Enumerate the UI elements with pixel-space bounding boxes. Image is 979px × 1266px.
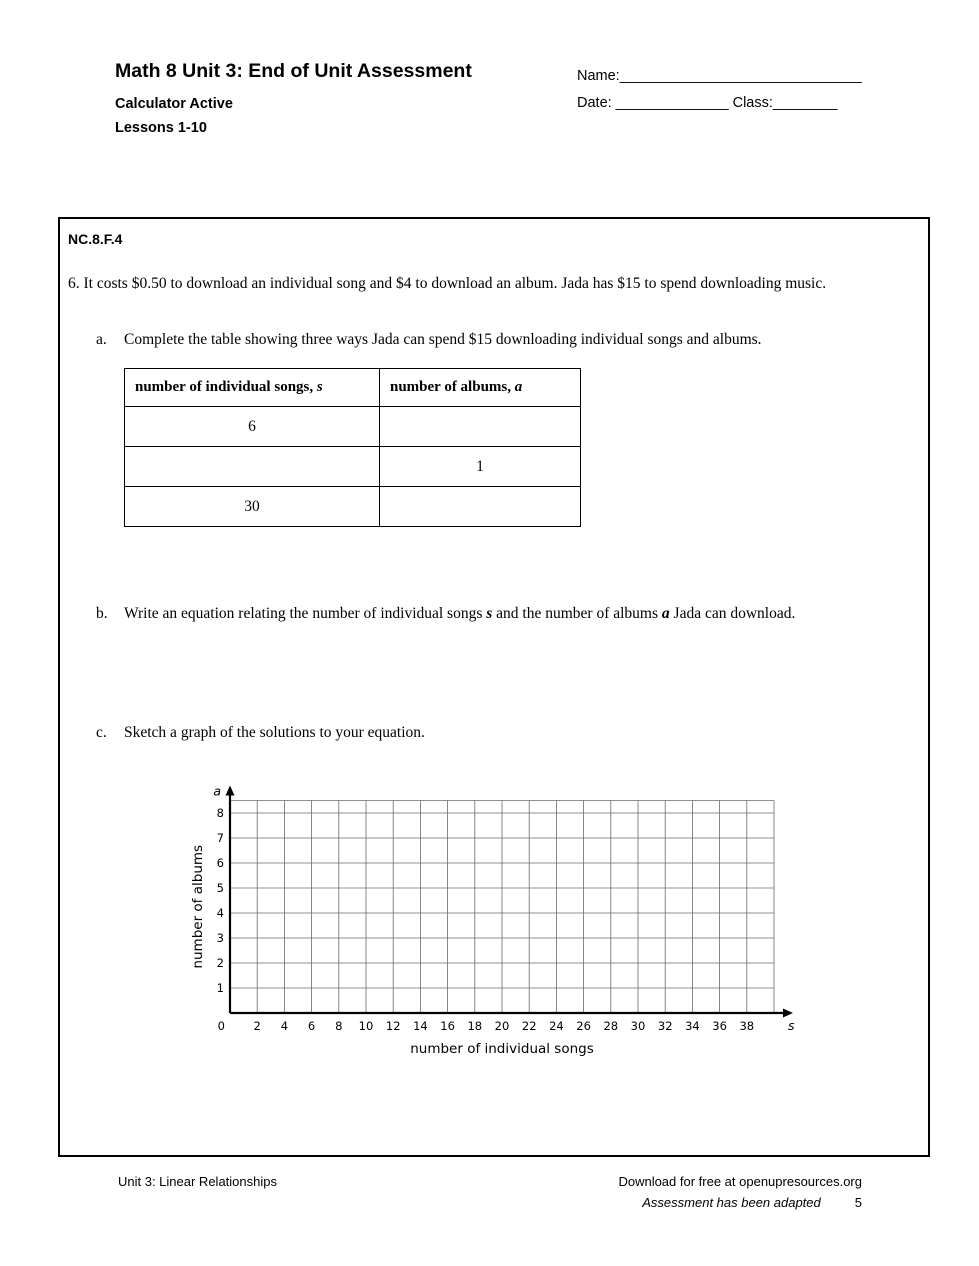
part-b-text <box>124 602 795 626</box>
svg-text:38: 38 <box>739 1019 755 1033</box>
cell-albums-row3 <box>380 487 581 527</box>
page-footer <box>118 1174 862 1210</box>
svg-text:s: s <box>788 1018 795 1033</box>
svg-text:a: a <box>213 783 221 799</box>
column-header-songs <box>125 369 380 407</box>
part-a-text: Complete the table showing three ways Jada can spend $15 downloading individual songs and albums. <box>124 331 762 348</box>
albums-variable: a <box>514 379 523 395</box>
solution-graph <box>188 778 918 1061</box>
svg-text:4: 4 <box>216 906 224 920</box>
part-b-seg1: Write an equation relating the number of individual songs <box>124 605 487 622</box>
songs-albums-table <box>124 368 581 527</box>
svg-text:7: 7 <box>216 831 224 845</box>
cell-songs-row3: 30 <box>125 487 380 527</box>
column-header-songs-text: number of individual songs, <box>135 379 317 395</box>
svg-text:2: 2 <box>253 1019 261 1033</box>
svg-text:6: 6 <box>216 856 224 870</box>
svg-text:0: 0 <box>217 1019 225 1033</box>
cell-albums-row2: 1 <box>380 447 581 487</box>
cell-songs-row2 <box>125 447 380 487</box>
part-c <box>96 721 918 745</box>
svg-text:34: 34 <box>685 1019 700 1033</box>
part-c-label: c. <box>96 724 107 741</box>
svg-text:2: 2 <box>216 956 224 970</box>
svg-text:6: 6 <box>307 1019 316 1033</box>
svg-text:36: 36 <box>712 1019 727 1033</box>
part-b-label: b. <box>96 605 108 622</box>
svg-text:5: 5 <box>216 881 224 895</box>
svg-text:20: 20 <box>494 1019 510 1033</box>
svg-text:22: 22 <box>521 1019 537 1033</box>
part-b <box>96 602 918 626</box>
header-titles <box>115 60 577 140</box>
svg-text:1: 1 <box>216 981 224 995</box>
songs-variable: s <box>316 379 323 395</box>
svg-text:32: 32 <box>657 1019 673 1033</box>
page-number: 5 <box>854 1195 862 1210</box>
svg-text:number of individual songs: number of individual songs <box>410 1041 594 1056</box>
cell-songs-row1: 6 <box>125 407 380 447</box>
part-b-seg2: and the number of albums <box>492 605 662 622</box>
table-row <box>125 487 581 527</box>
part-b-var-s: s <box>486 605 493 622</box>
svg-text:30: 30 <box>630 1019 646 1033</box>
subtitle-calculator-active: Calculator Active <box>115 96 233 112</box>
part-c-text: Sketch a graph of the solutions to your equation. <box>124 724 425 741</box>
date-class-blank-line: Date: ______________ Class:________ <box>577 95 838 111</box>
table-row <box>125 447 581 487</box>
svg-text:4: 4 <box>280 1019 289 1033</box>
part-a-label: a. <box>96 331 107 348</box>
svg-text:3: 3 <box>216 931 224 945</box>
footer-download-text: Download for free at openupresources.org <box>618 1174 862 1189</box>
cell-albums-row1 <box>380 407 581 447</box>
footer-unit-title: Unit 3: Linear Relationships <box>118 1174 277 1189</box>
svg-text:26: 26 <box>576 1019 591 1033</box>
part-a <box>96 328 918 352</box>
svg-text:24: 24 <box>549 1019 564 1033</box>
svg-text:14: 14 <box>413 1019 428 1033</box>
table-header-row <box>125 369 581 407</box>
standard-code: NC.8.F.4 <box>68 231 123 247</box>
name-blank-line: Name:______________________________ <box>577 68 862 84</box>
svg-text:18: 18 <box>467 1019 483 1033</box>
graph-grid-canvas <box>188 778 808 1056</box>
svg-text:16: 16 <box>440 1019 455 1033</box>
page-title: Math 8 Unit 3: End of Unit Assessment <box>115 60 472 82</box>
column-header-albums <box>380 369 581 407</box>
column-header-albums-text: number of albums, <box>390 379 515 395</box>
footer-adapted-row <box>618 1195 862 1210</box>
svg-text:10: 10 <box>358 1019 374 1033</box>
table-row <box>125 407 581 447</box>
question-text: 6. It costs $0.50 to download an individual song and $4 to download an album. Jada has $15 to spend downloading music. <box>68 275 827 292</box>
problem-box <box>58 217 930 1157</box>
part-b-var-a: a <box>661 605 670 622</box>
svg-text:12: 12 <box>385 1019 401 1033</box>
footer-adapted-text: Assessment has been adapted <box>642 1195 821 1210</box>
footer-source-block <box>618 1174 862 1210</box>
svg-text:8: 8 <box>335 1019 343 1033</box>
svg-text:number of albums: number of albums <box>190 844 206 969</box>
student-info-block <box>577 60 862 140</box>
page-header <box>115 60 930 140</box>
part-b-seg3: Jada can download. <box>669 605 796 622</box>
svg-text:8: 8 <box>216 806 224 820</box>
subtitle-lessons: Lessons 1-10 <box>115 120 207 136</box>
svg-text:28: 28 <box>603 1019 619 1033</box>
